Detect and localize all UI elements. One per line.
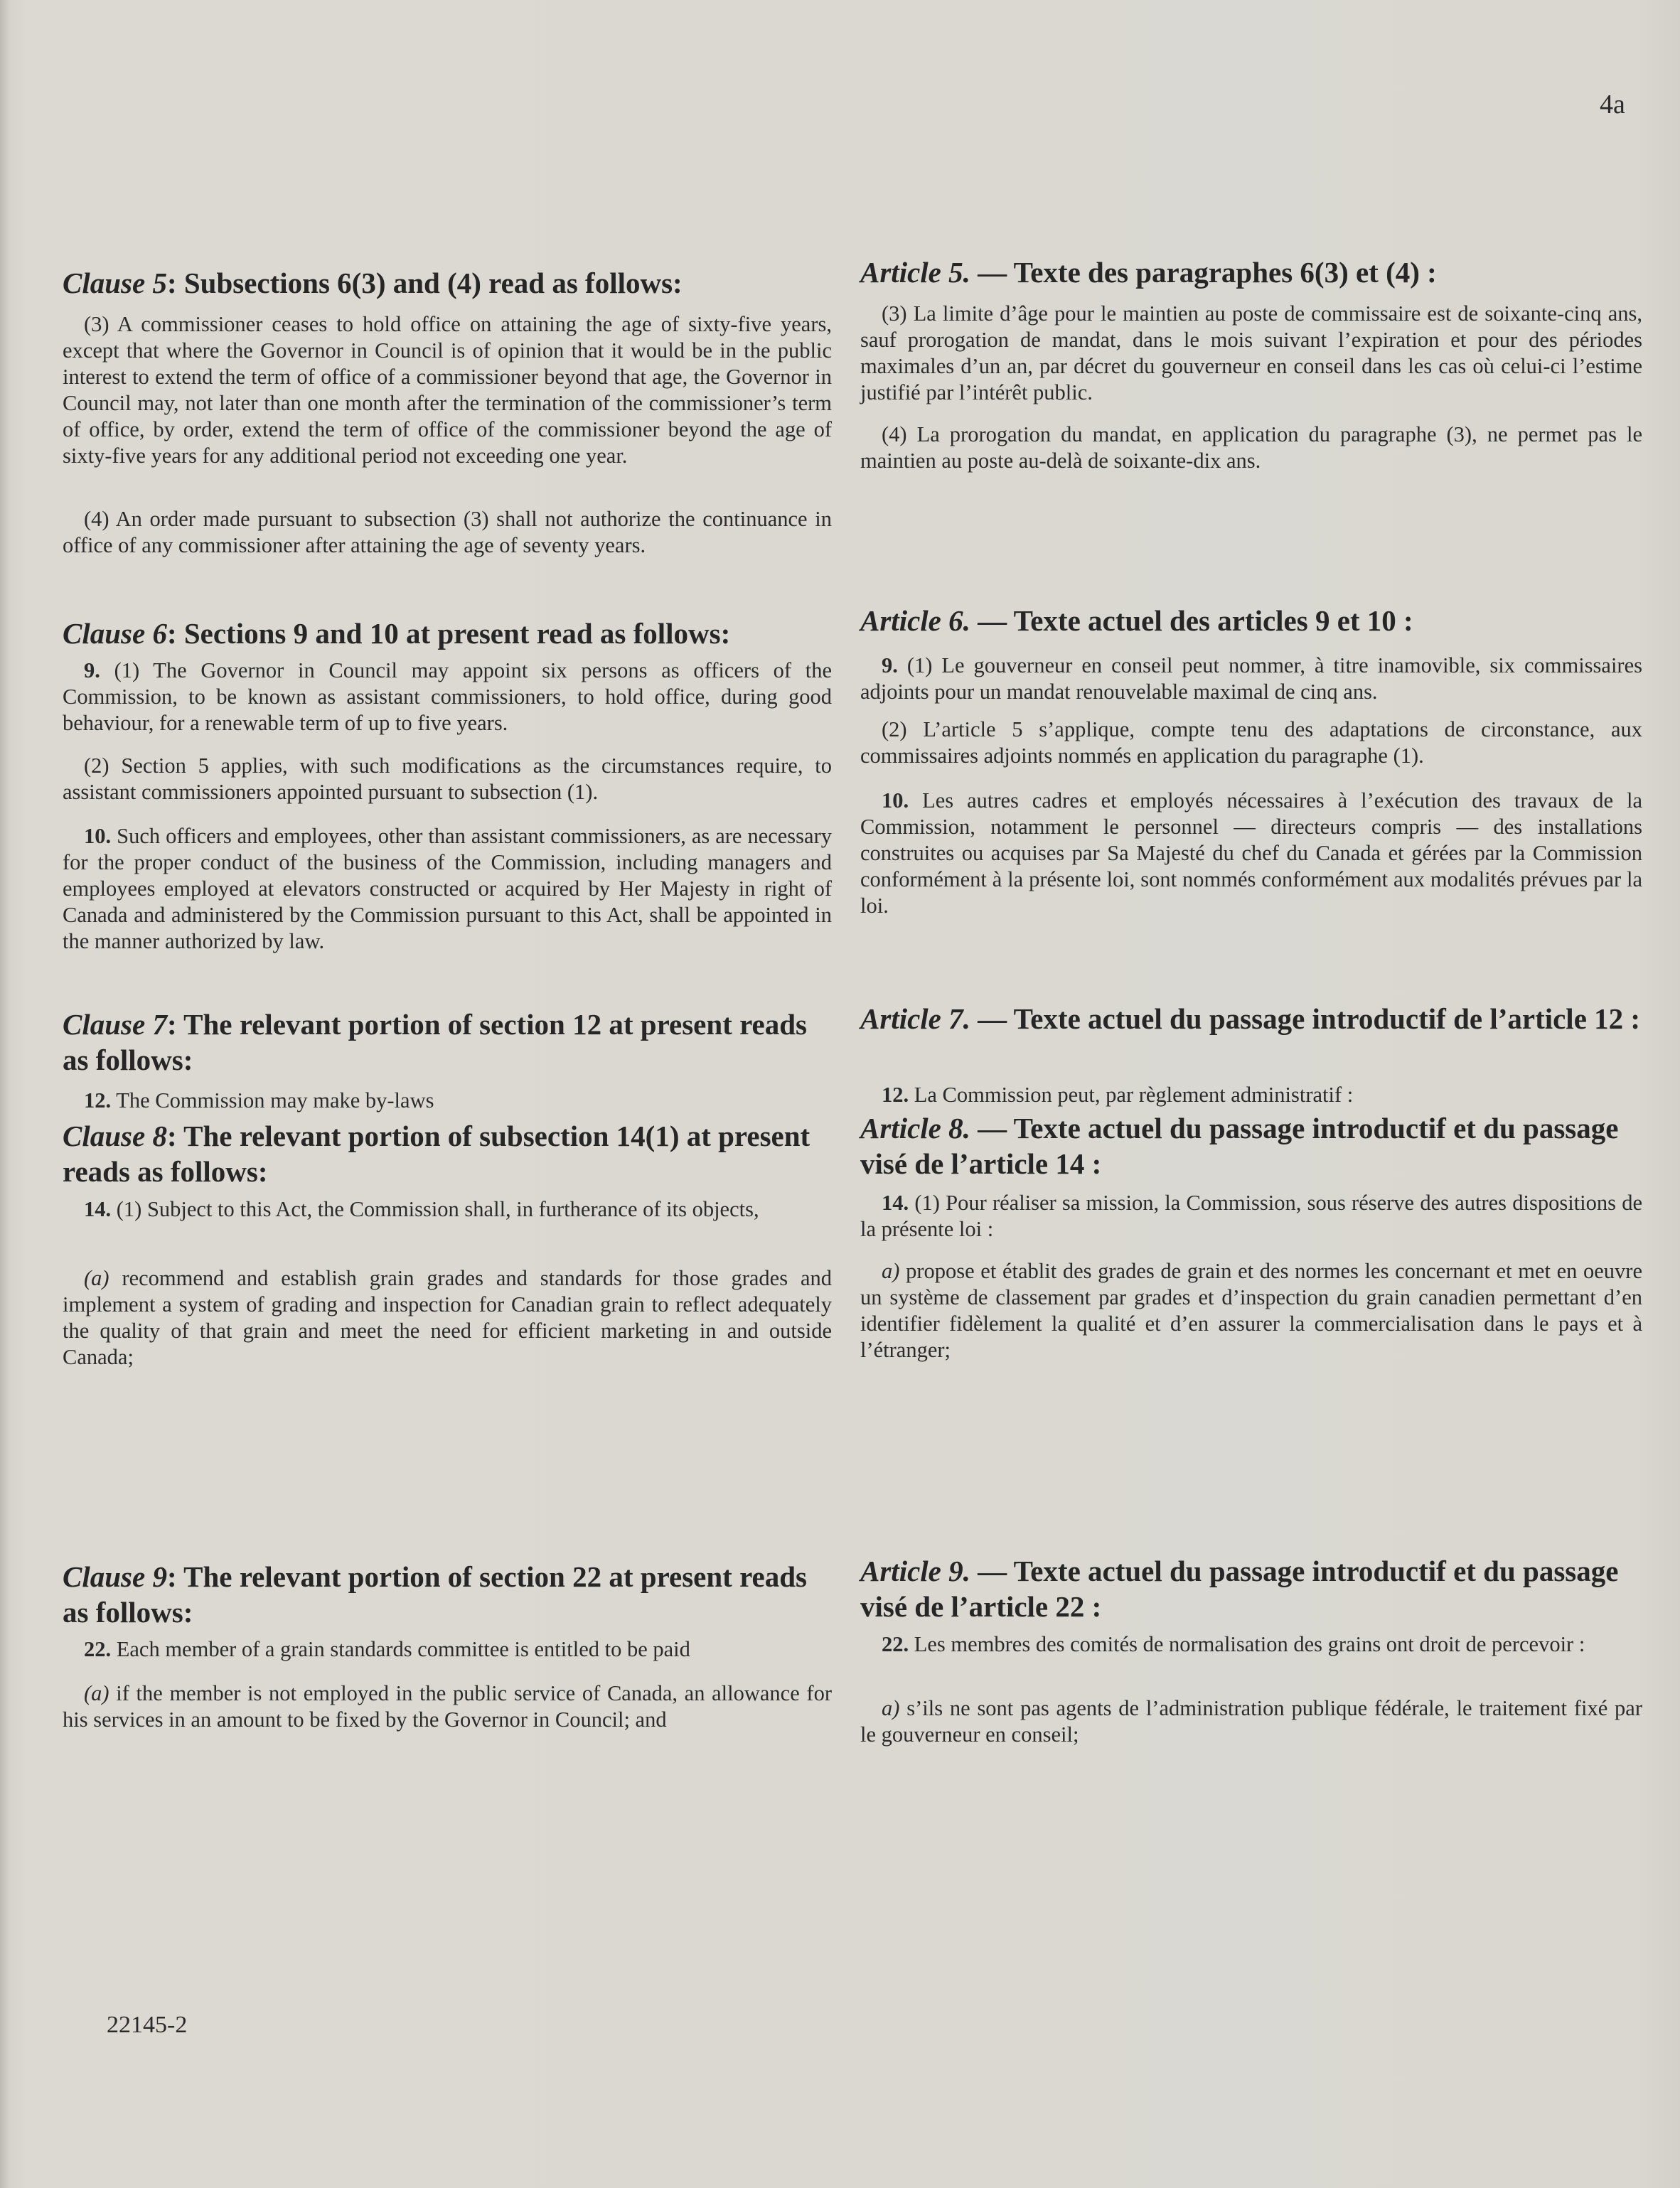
- clause-6-heading: Clause 6: Sections 9 and 10 at present read as follows:: [63, 617, 731, 650]
- clause-5-paragraph-3: (3) A commissioner ceases to hold office on attaining the age of sixty-five years, except that where the Governor in Council is of opinion that it would be in the public interest to extend the term of office of a commissioner beyond that age, the Governor in Council may, not later than one month after the termination of the commissioner’s term of office, by order, extend the term of office of the commissioner beyond the age of sixty-five years for any additional period not exceeding one year.: [63, 312, 832, 468]
- clause-6-section-10: 10. Such officers and employees, other than assistant commissioners, as are necessary for the proper conduct of the business of the Commission, including managers and employees employed at elevators constructed or acquired by Her Majesty in right of Canada and administered by the Commission pursuant to this Act, shall be appointed in the manner authorized by law.: [63, 824, 832, 953]
- article-9-heading: Article 9. — Texte actuel du passage introductif et du passage visé de l’article 22 :: [860, 1555, 1619, 1623]
- clause-7-heading: Clause 7: The relevant portion of section 12 at present reads as follows:: [63, 1008, 807, 1076]
- article-7-section-12: 12. La Commission peut, par règlement administratif :: [882, 1083, 1354, 1107]
- clause-5-heading: Clause 5: Subsections 6(3) and (4) read as follows:: [63, 267, 683, 299]
- article-8-heading: Article 8. — Texte actuel du passage introductif et du passage visé de l’article 14 :: [860, 1112, 1619, 1180]
- article-6-section-10: 10. Les autres cadres et employés nécessaires à l’exécution des travaux de la Commission, notamment le personnel — directeurs compris — des installations construites ou acquises par Sa Majesté du chef du Canada et gérées par la Commission conformément à la présente loi, sont nommés conformément aux modalités prévues par la loi.: [860, 788, 1642, 918]
- print-code: 22145-2: [107, 2012, 188, 2038]
- article-5-paragraph-4: (4) La prorogation du mandat, en application du paragraphe (3), ne permet pas le maintien au poste au-delà de soixante-dix ans.: [860, 422, 1642, 473]
- clause-8-paragraph-a: (a) recommend and establish grain grades and standards for those grades and implement a system of grading and inspection for Canadian grain to reflect adequately the quality of that grain and meet the need for efficient marketing in and outside Canada;: [63, 1266, 832, 1369]
- clause-6-section-9-2: (2) Section 5 applies, with such modifications as the circumstances require, to assistant commissioners appointed pursuant to subsection (1).: [63, 754, 832, 804]
- clause-8-heading: Clause 8: The relevant portion of subsection 14(1) at present reads as follows:: [63, 1120, 810, 1188]
- article-6-section-9-1: 9. (1) Le gouverneur en conseil peut nommer, à titre inamovible, six commissaires adjoints pour un mandat renouvelable maximal de cinq ans.: [860, 653, 1642, 704]
- article-8-paragraph-a: a) propose et établit des grades de grain et des normes les concernant et met en oeuvre un système de classement par grades et d’inspection du grain canadien permettant d’en identifier fidèlement la qualité et d’en assurer la commercialisation dans le pays et à l’étranger;: [860, 1259, 1642, 1362]
- clause-9-heading: Clause 9: The relevant portion of section 22 at present reads as follows:: [63, 1560, 807, 1629]
- clause-9-paragraph-a: (a) if the member is not employed in the public service of Canada, an allowance for his services in an amount to be fixed by the Governor in Council; and: [63, 1681, 832, 1732]
- article-8-subsection-14-1: 14. (1) Pour réaliser sa mission, la Commission, sous réserve des autres dispositions de la présente loi :: [860, 1191, 1642, 1241]
- clause-6-section-9-1: 9. (1) The Governor in Council may appoint six persons as officers of the Commission, to be known as assistant commissioners, to hold office, during good behaviour, for a renewable term of up to five years.: [63, 658, 832, 735]
- article-7-heading: Article 7. — Texte actuel du passage introductif de l’article 12 :: [860, 1002, 1641, 1035]
- article-6-heading: Article 6. — Texte actuel des articles 9 et 10 :: [860, 604, 1413, 637]
- article-5-paragraph-3: (3) La limite d’âge pour le maintien au poste de commissaire est de soixante-cinq ans, sauf prorogation de mandat, dans le mois suivant l’expiration et pour des périodes maximales d’un an, par décret du gouverneur en conseil dans les cas où celui-ci l’estime justifié par l’intérêt public.: [860, 301, 1642, 404]
- article-9-section-22: 22. Les membres des comités de normalisation des grains ont droit de percevoir :: [882, 1632, 1585, 1656]
- article-6-section-9-2: (2) L’article 5 s’applique, compte tenu des adaptations de circonstance, aux commissaires adjoints nommés en application du paragraphe (1).: [860, 717, 1642, 768]
- clause-5-paragraph-4: (4) An order made pursuant to subsection (3) shall not authorize the continuance in office of any commissioner after attaining the age of seventy years.: [63, 507, 832, 557]
- clause-9-section-22: 22. Each member of a grain standards committee is entitled to be paid: [84, 1637, 690, 1661]
- article-5-heading: Article 5. — Texte des paragraphes 6(3) et (4) :: [860, 256, 1437, 289]
- article-9-paragraph-a: a) s’ils ne sont pas agents de l’administration publique fédérale, le traitement fixé par le gouverneur en conseil;: [860, 1696, 1642, 1747]
- clause-7-section-12: 12. The Commission may make by-laws: [84, 1088, 434, 1112]
- page-number: 4a: [1600, 90, 1625, 119]
- clause-8-subsection-14-1: 14. (1) Subject to this Act, the Commission shall, in furtherance of its objects,: [84, 1197, 759, 1221]
